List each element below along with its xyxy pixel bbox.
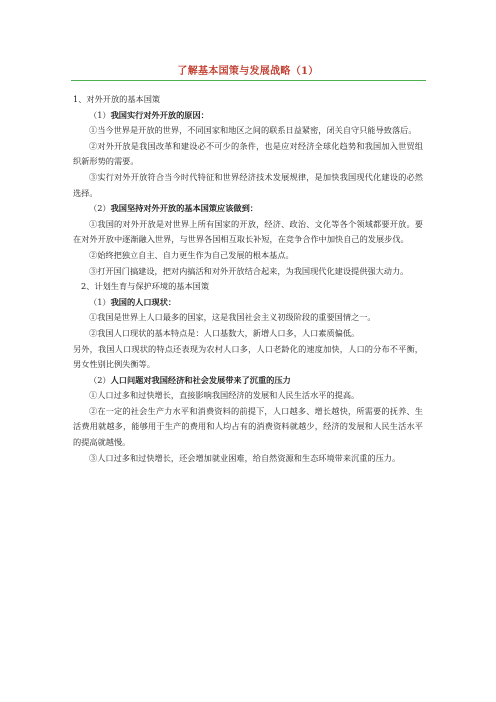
paragraph: ①当今世界是开放的世界，不同国家和地区之间的联系日益紧密，闭关自守只能导致落后。 bbox=[89, 125, 417, 136]
subsection-heading bbox=[73, 201, 423, 217]
subsection-heading bbox=[73, 108, 423, 124]
paragraph: ①我国是世界上人口最多的国家，这是我国社会主义初级阶段的重要国情之一。 bbox=[89, 312, 376, 323]
paragraph: ②始终把独立自主、自力更生作为自己发展的根本基点。 bbox=[89, 249, 294, 260]
paragraph: ①我国的对外开放是对世界上所有国家的开放，经济、政治、文化等各个领域都要开放。要在对外开放中逐渐融入世界，与世界各国相互取长补短，在竞争合作中加快自己的发展步伐。 bbox=[73, 218, 423, 245]
subsection-number: （1） bbox=[89, 109, 111, 120]
document-body bbox=[73, 92, 423, 466]
subsection-title: 我国坚持对外开放的基本国策应该做到： bbox=[110, 203, 258, 214]
subsection-number: （1） bbox=[89, 296, 111, 307]
subsection-heading bbox=[73, 373, 423, 389]
subsection-title: 我国的人口现状： bbox=[110, 296, 177, 307]
paragraph: ②对外开放是我国改革和建设必不可少的条件，也是应对经济全球化趋势和我国加入世贸组织新形势的需要。 bbox=[73, 140, 423, 167]
paragraph: ②在一定的社会生产力水平和消费资料的前提下，人口越多、增长越快，所需要的抚养、生活费用就越多，能够用于生产的费用和人均占有的消费资料就越少，经济的发展和人民生活水平的提高就越慢。 bbox=[73, 405, 423, 448]
paragraph: ③实行对外开放符合当今时代特征和世界经济技术发展规律，是加快我国现代化建设的必然选择。 bbox=[73, 171, 423, 198]
section-heading: 2、计划生育与保护环境的基本国策 bbox=[81, 281, 210, 292]
subsection-heading bbox=[73, 295, 423, 311]
page-title: 了解基本国策与发展战略（1） bbox=[177, 66, 319, 77]
subsection-title: 我国实行对外开放的原因： bbox=[110, 109, 209, 120]
section-heading: 1、对外开放的基本国策 bbox=[73, 94, 161, 104]
paragraph: ③人口过多和过快增长，还会增加就业困难，给自然资源和生态环境带来沉重的压力。 bbox=[89, 452, 401, 463]
paragraph: ②我国人口现状的基本特点是：人口基数大，新增人口多，人口素质偏低。 bbox=[89, 327, 360, 338]
subsection-number: （2） bbox=[89, 374, 111, 385]
title-divider bbox=[71, 80, 426, 81]
subsection-title: 人口问题对我国经济和社会发展带来了沉重的压力 bbox=[110, 374, 291, 385]
subsection-number: （2） bbox=[89, 203, 111, 214]
paragraph: ③打开国门搞建设，把对内搞活和对外开放结合起来，为我国现代化建设提供强大动力。 bbox=[89, 265, 409, 276]
paragraph: ①人口过多和过快增长，直接影响我国经济的发展和人民生活水平的提高。 bbox=[89, 390, 360, 401]
paragraph: 另外，我国人口现状的特点还表现为农村人口多，人口老龄化的速度加快，人口的分布不平衡，男女性别比例失衡等。 bbox=[73, 343, 423, 370]
